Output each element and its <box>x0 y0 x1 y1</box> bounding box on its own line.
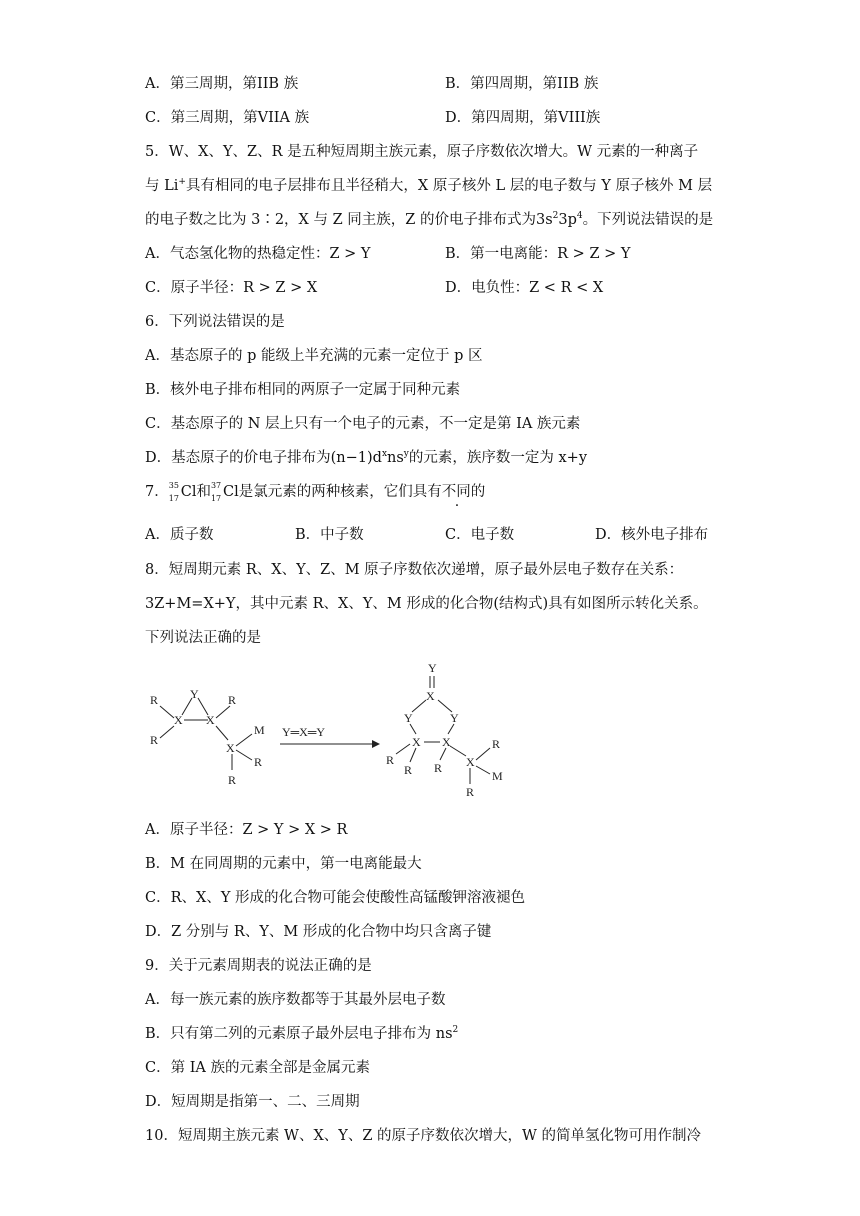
svg-text:R: R <box>404 763 413 777</box>
q8-stem-line2: 3Z+M=X+Y，其中元素 R、X、Y、M 形成的化合物(结构式)具有如图所示转化关系。 <box>145 596 708 612</box>
q5-option-c: C．原子半径：R > Z > X <box>145 280 318 296</box>
emphasis-dots: 不同 <box>441 484 471 500</box>
svg-text:M: M <box>492 769 503 783</box>
isotope-cl35: 35 17 <box>168 481 179 503</box>
q7-option-b: B．中子数 <box>295 527 364 543</box>
q4-option-a: A．第三周期，第IIB 族 <box>145 76 299 92</box>
q9-stem: 9．关于元素周期表的说法正确的是 <box>145 958 372 974</box>
q6-option-c: C．基态原子的 N 层上只有一个电子的元素，不一定是第 IA 族元素 <box>145 416 581 432</box>
q8-stem-line1: 8．短周期元素 R、X、Y、Z、M 原子序数依次递增，原子最外层电子数存在关系： <box>145 562 684 578</box>
svg-text:Y: Y <box>428 661 437 675</box>
q9-option-c: C．第 IA 族的元素全部是金属元素 <box>145 1060 371 1076</box>
q6-stem: 6．下列说法错误的是 <box>145 314 285 330</box>
svg-text:X: X <box>206 713 215 727</box>
q7-option-d: D．核外电子排布 <box>595 527 709 543</box>
q7-stem: 7． 35 17 Cl和 37 17 Cl是氯元素的两种核素，它们具有不同的 <box>145 481 486 503</box>
q5-stem-line2: 与 Li+具有相同的电子层排布且半径稍大，X 原子核外 L 层的电子数与 Y 原子核外 M 层 <box>145 177 713 194</box>
isotope-cl37: 37 17 <box>210 481 222 503</box>
q6-option-a: A．基态原子的 p 能级上半充满的元素一定位于 p 区 <box>145 348 483 364</box>
svg-text:X: X <box>466 755 475 769</box>
q6-option-b: B．核外电子排布相同的两原子一定属于同种元素 <box>145 382 461 398</box>
q8-option-b: B．M 在同周期的元素中，第一电离能最大 <box>145 856 422 872</box>
q8-option-c: C．R、X、Y 形成的化合物可能会使酸性高锰酸钾溶液褪色 <box>145 890 526 906</box>
q4-option-d: D．第四周期，第VIII族 <box>445 110 601 126</box>
q5-option-a: A．气态氢化物的热稳定性：Z > Y <box>145 246 371 262</box>
reaction-diagram <box>140 660 520 800</box>
svg-text:X: X <box>442 735 451 749</box>
svg-text:R: R <box>150 693 159 707</box>
q6-option-d: D．基态原子的价电子排布为$(n-1)d^xns^y$的元素，族序数一定为 x+y <box>145 449 588 466</box>
svg-text:X: X <box>174 713 183 727</box>
svg-text:R: R <box>254 755 263 769</box>
svg-text:X: X <box>412 735 421 749</box>
reactant-structure <box>160 698 252 770</box>
svg-text:R: R <box>434 761 443 775</box>
svg-text:Y: Y <box>404 711 413 725</box>
q8-option-d: D．Z 分别与 R、Y、M 形成的化合物中均只含离子键 <box>145 924 492 940</box>
q4-option-b: B．第四周期，第IIB 族 <box>445 76 599 92</box>
q8-option-a: A．原子半径：Z > Y > X > R <box>145 822 348 838</box>
svg-text:Y: Y <box>190 687 199 701</box>
q5-option-d: D．电负性：Z < R < X <box>445 280 604 296</box>
svg-text:R: R <box>150 733 159 747</box>
q8-stem-line3: 下列说法正确的是 <box>145 630 261 646</box>
q9-option-a: A．每一族元素的族序数都等于其最外层电子数 <box>145 992 446 1008</box>
svg-text:R: R <box>228 693 237 707</box>
svg-text:R: R <box>466 785 475 799</box>
svg-text:R: R <box>386 753 395 767</box>
svg-text:R: R <box>492 737 501 751</box>
svg-text:Y: Y <box>450 711 459 725</box>
q4-option-c: C．第三周期，第VIIA 族 <box>145 110 310 126</box>
q5-stem-line3: 的电子数之比为 3∶2，X 与 Z 同主族，Z 的价电子排布式为$3s^23p^4$。下列说法错误的是 <box>145 211 714 228</box>
q7-option-a: A．质子数 <box>145 527 214 543</box>
q9-option-d: D．短周期是指第一、二、三周期 <box>145 1094 360 1110</box>
svg-text:X: X <box>426 689 435 703</box>
q5-option-b: B．第一电离能：R > Z > Y <box>445 246 631 262</box>
q5-stem-line1: 5．W、X、Y、Z、R 是五种短周期主族元素，原子序数依次增大。W 元素的一种离子 <box>145 144 699 160</box>
q10-stem: 10．短周期主族元素 W、X、Y、Z 的原子序数依次增大，W 的简单氢化物可用作制冷 <box>145 1128 702 1144</box>
svg-text:R: R <box>228 773 237 787</box>
svg-text:X: X <box>226 741 235 755</box>
q7-option-c: C．电子数 <box>445 527 515 543</box>
reagent-label: Y═X═Y <box>282 725 326 739</box>
svg-text:M: M <box>254 723 265 737</box>
q9-option-b: B．只有第二列的元素原子最外层电子排布为 $ns^2$ <box>145 1025 459 1042</box>
